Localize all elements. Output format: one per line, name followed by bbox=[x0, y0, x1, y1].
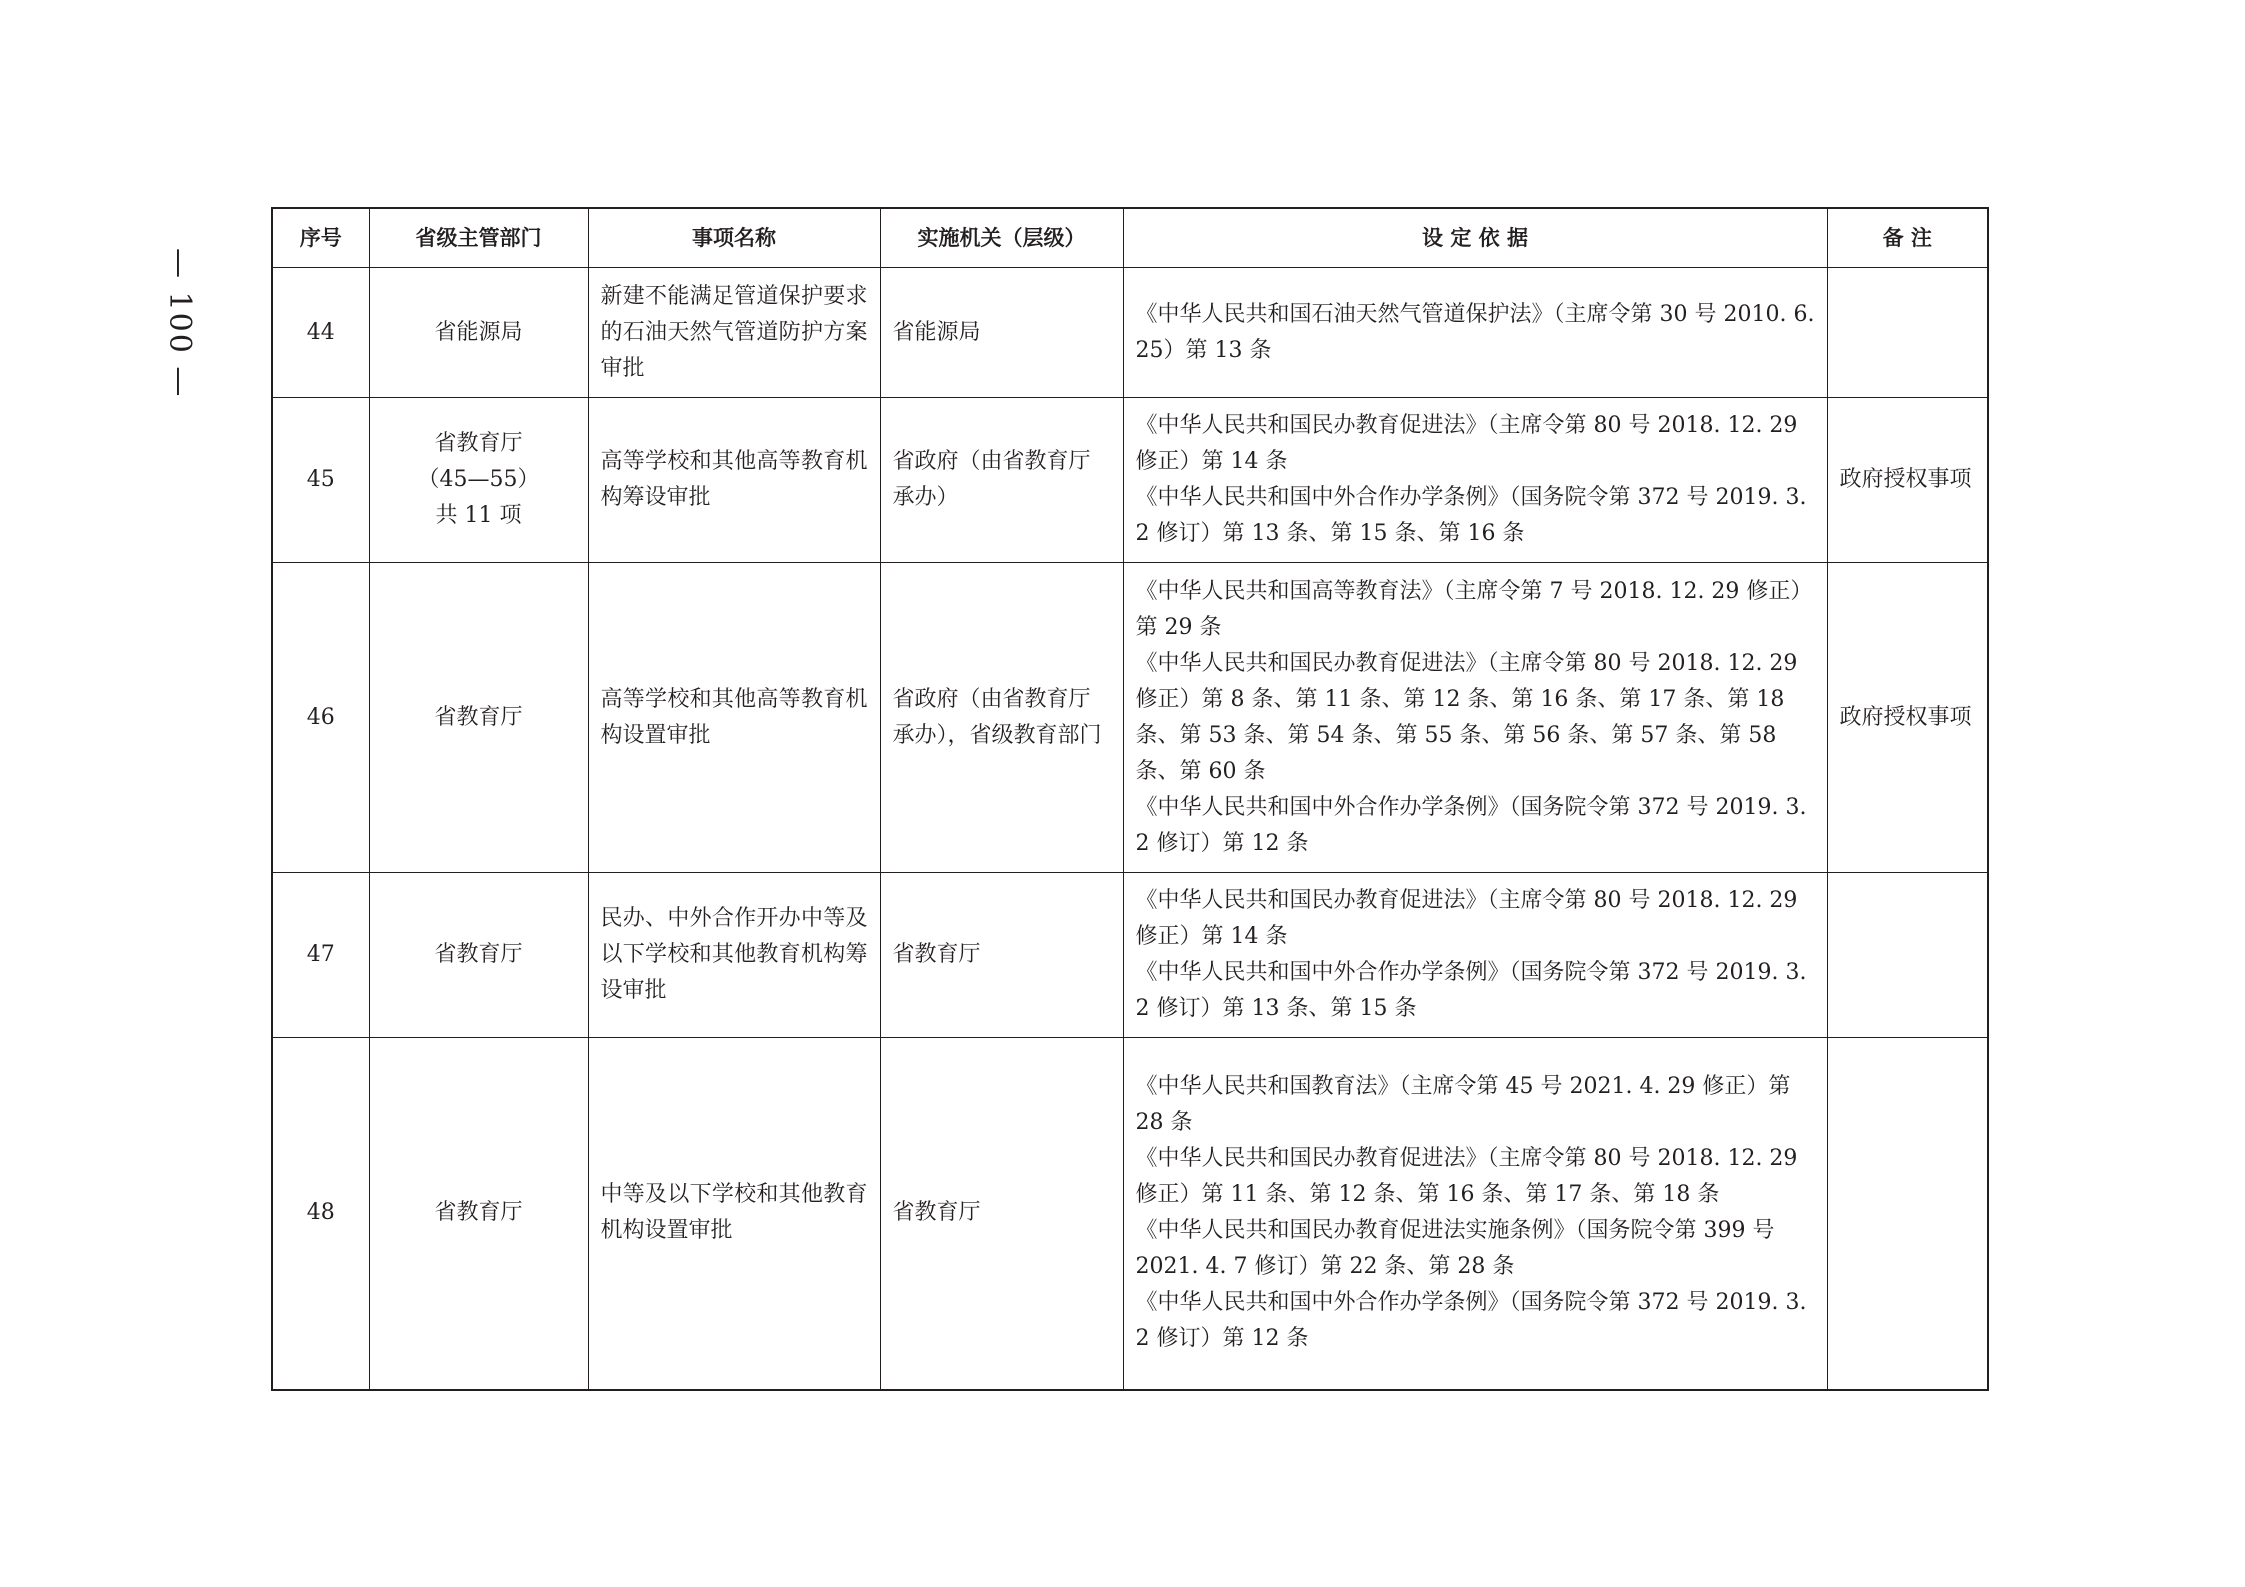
cell-remarks bbox=[1827, 1038, 1988, 1390]
cell-department: 省教育厅 bbox=[369, 1038, 588, 1390]
cell-legal-basis: 《中华人民共和国教育法》（主席令第 45 号 2021. 4. 29 修正）第 28 条 《中华人民共和国民办教育促进法》（主席令第 80 号 2018. 12. 29 修正）第 11 条、第 12 条、第 16 条、第 17 条、第 18 条 《中华人民共和国民办教育促进法实施条例》（国务院令第 399 号 2021. 4. 7 修订）第 22 条、第 28 条 《中华人民共和国中外合作办学条例》（国务院令第 372 号 2019. 3. 2 修订）第 12 条 bbox=[1123, 1038, 1827, 1390]
header-item-name: 事项名称 bbox=[588, 208, 880, 268]
cell-remarks bbox=[1827, 268, 1988, 398]
header-serial: 序号 bbox=[272, 208, 369, 268]
cell-legal-basis: 《中华人民共和国高等教育法》（主席令第 7 号 2018. 12. 29 修正）第 29 条 《中华人民共和国民办教育促进法》（主席令第 80 号 2018. 12. 29 修正）第 8 条、第 11 条、第 12 条、第 16 条、第 17 条、第 18 条、第 53 条、第 54 条、第 55 条、第 56 条、第 57 条、第 58 条、第 60 条 《中华人民共和国中外合作办学条例》（国务院令第 372 号 2019. 3. 2 修订）第 12 条 bbox=[1123, 563, 1827, 873]
cell-item-name: 新建不能满足管道保护要求的石油天然气管道防护方案审批 bbox=[588, 268, 880, 398]
table-row bbox=[272, 873, 1988, 1038]
cell-remarks bbox=[1827, 873, 1988, 1038]
cell-serial: 47 bbox=[272, 873, 369, 1038]
cell-agency: 省政府（由省教育厅承办），省级教育部门 bbox=[880, 563, 1123, 873]
cell-remarks: 政府授权事项 bbox=[1827, 398, 1988, 563]
table-row bbox=[272, 1038, 1988, 1390]
page-number: — 100 — bbox=[162, 248, 197, 399]
header-agency: 实施机关（层级） bbox=[880, 208, 1123, 268]
cell-serial: 46 bbox=[272, 563, 369, 873]
cell-serial: 44 bbox=[272, 268, 369, 398]
cell-department: 省教育厅 （45—55） 共 11 项 bbox=[369, 398, 588, 563]
table-row bbox=[272, 563, 1988, 873]
cell-legal-basis: 《中华人民共和国民办教育促进法》（主席令第 80 号 2018. 12. 29 修正）第 14 条 《中华人民共和国中外合作办学条例》（国务院令第 372 号 2019. 3. 2 修订）第 13 条、第 15 条、第 16 条 bbox=[1123, 398, 1827, 563]
cell-item-name: 高等学校和其他高等教育机构设置审批 bbox=[588, 563, 880, 873]
cell-legal-basis: 《中华人民共和国民办教育促进法》（主席令第 80 号 2018. 12. 29 修正）第 14 条 《中华人民共和国中外合作办学条例》（国务院令第 372 号 2019. 3. 2 修订）第 13 条、第 15 条 bbox=[1123, 873, 1827, 1038]
cell-agency: 省教育厅 bbox=[880, 1038, 1123, 1390]
header-department: 省级主管部门 bbox=[369, 208, 588, 268]
approval-items-table bbox=[271, 207, 1989, 1391]
table-header-row bbox=[272, 208, 1988, 268]
cell-remarks: 政府授权事项 bbox=[1827, 563, 1988, 873]
cell-serial: 45 bbox=[272, 398, 369, 563]
table-row bbox=[272, 268, 1988, 398]
cell-serial: 48 bbox=[272, 1038, 369, 1390]
cell-department: 省能源局 bbox=[369, 268, 588, 398]
cell-agency: 省教育厅 bbox=[880, 873, 1123, 1038]
cell-legal-basis: 《中华人民共和国石油天然气管道保护法》（主席令第 30 号 2010. 6. 25）第 13 条 bbox=[1123, 268, 1827, 398]
cell-department: 省教育厅 bbox=[369, 563, 588, 873]
cell-agency: 省能源局 bbox=[880, 268, 1123, 398]
cell-agency: 省政府（由省教育厅承办） bbox=[880, 398, 1123, 563]
cell-item-name: 中等及以下学校和其他教育机构设置审批 bbox=[588, 1038, 880, 1390]
header-legal-basis: 设 定 依 据 bbox=[1123, 208, 1827, 268]
cell-item-name: 民办、中外合作开办中等及以下学校和其他教育机构筹设审批 bbox=[588, 873, 880, 1038]
cell-item-name: 高等学校和其他高等教育机构筹设审批 bbox=[588, 398, 880, 563]
header-remarks: 备 注 bbox=[1827, 208, 1988, 268]
cell-department: 省教育厅 bbox=[369, 873, 588, 1038]
table-row bbox=[272, 398, 1988, 563]
